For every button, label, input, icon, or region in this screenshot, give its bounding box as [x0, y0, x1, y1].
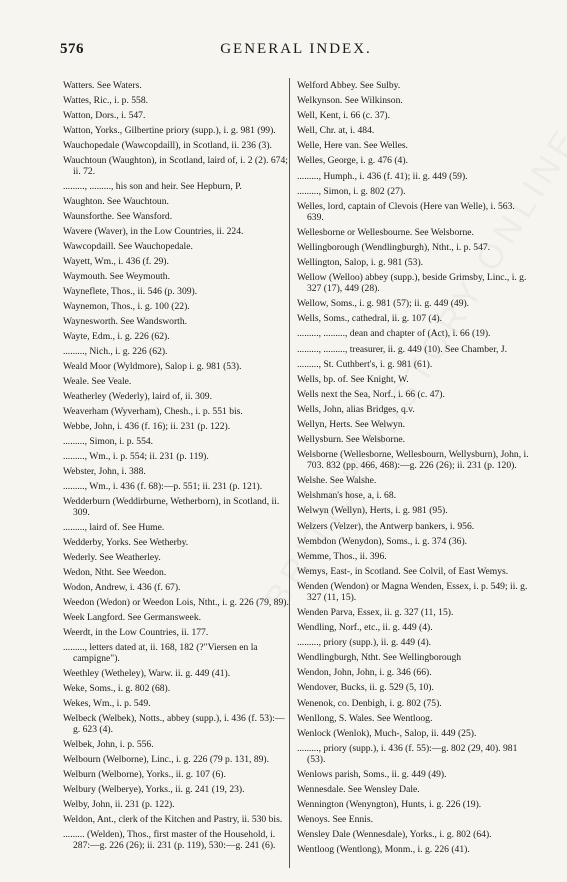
index-entry: Welbourn (Welborne), Linc., i. g. 226 (79 p. 131, 89).	[63, 754, 270, 765]
index-entry: Welbeck (Welbek), Notts., abbey (supp.), i. 436 (f. 53):—g. 623 (4).	[63, 713, 285, 735]
index-entry: Well, Kent, i. 66 (c. 37).	[297, 110, 391, 122]
index-entry: Weedon (Wedon) or Weedon Lois, Ntht., i. g. 226 (79, 89).	[63, 597, 289, 608]
index-entry: Waunsforthe. See Wansford.	[63, 211, 173, 222]
index-entry: Wenenok, co. Denbigh, i. g. 802 (75).	[297, 697, 442, 709]
index-entry: Wekes, Wm., i. p. 549.	[63, 698, 151, 709]
index-entry: Wells, John, alias Bridges, q.v.	[297, 403, 415, 415]
index-entry: Wawcopdaill. See Wauchopedale.	[63, 241, 193, 252]
index-entry: ........., St. Cuthbert's, i. g. 981 (61).	[297, 358, 433, 370]
index-entry: ........., laird of. See Hume.	[63, 522, 165, 533]
index-entry: Wendon, John, John, i. g. 346 (66).	[297, 667, 432, 679]
index-entry: Waynesworth. See Wandsworth.	[63, 316, 188, 327]
index-entry: Welle, Here van. See Welles.	[297, 140, 408, 152]
index-entry: Wells, bp. of. See Knight, W.	[297, 373, 409, 385]
page-title: GENERAL INDEX.	[220, 41, 372, 57]
index-entry: Wellow (Welloo) abbey (supp.), beside Grimsby, Linc., i. g. 327 (17), 449 (28).	[297, 272, 527, 295]
index-entry: Wells next the Sea, Norf., i. 66 (c. 47).	[297, 388, 445, 400]
index-entry: Weethley (Wetheley), Warw. ii. g. 449 (41).	[63, 668, 231, 679]
index-column-right	[297, 80, 531, 860]
index-entry: Watton, Dors., i. 547.	[63, 110, 146, 121]
index-entry: Wellyn, Herts. See Welwyn.	[297, 418, 406, 430]
index-entry: Wembdon (Wenydon), Soms., i. g. 374 (36).	[297, 535, 468, 547]
index-entry: Well, Chr. at, i. 484.	[297, 125, 375, 137]
index-entry: ......... (Welden), Thos., first master of the Household, i. 287:—g. 226 (26); ii. 231 (p. 119), 530:—g. 241 (6).	[63, 829, 276, 851]
index-entry: ........., priory (supp.), ii. g. 449 (4).	[297, 637, 432, 649]
index-entry: Wauchopedale (Wawcopdaill), in Scotland, ii. 236 (3).	[63, 140, 272, 151]
index-entry: Wedderby, Yorks. See Wetherby.	[63, 537, 189, 548]
index-entry: Webster, John, i. 388.	[63, 466, 146, 477]
index-entry: Webbe, John, i. 436 (f. 16); ii. 231 (p. 122).	[63, 421, 231, 432]
index-entry: Watton, Yorks., Gilbertine priory (supp.), i. g. 981 (99).	[63, 125, 276, 136]
index-entry: Wellysburn. See Welsborne.	[297, 434, 406, 446]
index-entry: Welford Abbey. See Sulby.	[297, 80, 401, 91]
index-entry: Wendlingburgh, Ntht. See Wellingborough	[297, 652, 462, 664]
index-entry: Watters. See Waters.	[63, 80, 142, 91]
index-entry: ........., Nich., i. g. 226 (62).	[63, 346, 168, 357]
index-entry: Weldon, Ant., clerk of the Kitchen and Pastry, ii. 530 bis.	[63, 814, 283, 825]
index-entry: Wauchtoun (Waughton), in Scotland, laird of, i. 2 (2). 674; ii. 72.	[63, 155, 288, 177]
index-entry: Wennington (Wenyngton), Hunts, i. g. 226 (19).	[297, 799, 482, 811]
index-entry: Welwyn (Wellyn), Herts, i. g. 981 (95).	[297, 505, 448, 517]
index-entry: Waynemon, Thos., i. g. 100 (22).	[63, 301, 190, 312]
index-entry: Welzers (Velzer), the Antwerp bankers, i. 956.	[297, 520, 475, 532]
index-entry: Wemys, East-, in Scotland. See Colvil, of East Wemys.	[297, 565, 509, 577]
page-number: 576	[60, 41, 84, 57]
index-entry: ........., letters dated at, ii. 168, 182 (?"Viersen en la campigne").	[63, 642, 258, 664]
column-divider	[289, 78, 290, 868]
index-entry: Welshman's hose, a, i. 68.	[297, 490, 397, 502]
index-entry: Wells, Soms., cathedral, ii. g. 107 (4).	[297, 313, 442, 325]
index-entry: ........., Simon, i. p. 554.	[63, 436, 154, 447]
index-entry: Weerdt, in the Low Countries, ii. 177.	[63, 627, 209, 638]
index-entry: ........., Wm., i. 436 (f. 68):—p. 551; ii. 231 (p. 121).	[63, 481, 263, 492]
index-entry: Wellington, Salop, i. g. 981 (53).	[297, 257, 424, 269]
index-entry: Wattes, Ric., i. p. 558.	[63, 95, 149, 106]
index-entry: Wenden (Wendon) or Magna Wenden, Essex, i. p. 549; ii. g. 327 (11, 15).	[297, 580, 528, 603]
index-entry: Wayneflete, Thos., ii. 546 (p. 309).	[63, 286, 198, 297]
index-entry: Waymouth. See Weymouth.	[63, 271, 170, 282]
index-entry: Wayett, Wm., i. 436 (f. 29).	[63, 256, 169, 267]
index-entry: Weke, Soms., i. g. 802 (68).	[63, 683, 171, 694]
index-column-left	[63, 80, 291, 855]
index-entry: Welby, John, ii. 231 (p. 122).	[63, 799, 175, 810]
index-entry: ........., Wm., i. p. 554; ii. 231 (p. 119).	[63, 451, 209, 462]
index-entry: Wederly. See Weatherley.	[63, 552, 161, 563]
index-entry: Wentloog (Wentlong), Monm., i. g. 226 (41).	[297, 844, 470, 856]
index-entry: Welshe. See Walshe.	[297, 475, 377, 487]
index-entry: Welbek, John, i. p. 556.	[63, 739, 154, 750]
index-entry: Welbury (Welberye), Yorks., ii. g. 241 (19, 23).	[63, 784, 245, 795]
index-entry: Wodon, Andrew, i. 436 (f. 67).	[63, 582, 181, 593]
index-entry: Welles, lord, captain of Clevois (Here van Welle), i. 563. 639.	[297, 200, 515, 223]
index-entry: Wendling, Norf., etc., ii. g. 449 (4).	[297, 622, 433, 634]
index-entry: Weald Moor (Wyldmore), Salop i. g. 981 (53).	[63, 361, 242, 372]
index-entry: Weatherley (Wederly), laird of, ii. 309.	[63, 391, 212, 402]
index-entry: Welsborne (Wellesborne, Wellesbourn, Wellysburn), John, i. 703. 832 (pp. 466, 468):—g. 226 (26); ii. 231 (p. 120).	[297, 449, 529, 472]
index-entry: Wennesdale. See Wensley Dale.	[297, 784, 420, 796]
index-entry: ........., Simon, i. g. 802 (27).	[297, 185, 406, 197]
index-entry: Wenllong, S. Wales. See Wentloog.	[297, 712, 433, 724]
index-entry: ........., Humph., i. 436 (f. 41); ii. g. 449 (59).	[297, 170, 468, 182]
index-entry: ........., ........., treasurer, ii. g. 449 (10). See Chamber, J.	[297, 343, 507, 355]
index-entry: Wellingborough (Wendlingburgh), Ntht., i. p. 547.	[297, 241, 491, 253]
index-entry: Wensley Dale (Wennesdale), Yorks., i. g. 802 (64).	[297, 829, 492, 841]
index-entry: Wemme, Thos., ii. 396.	[297, 550, 387, 562]
index-entry: Wenlock (Wenlok), Much-, Salop, ii. 449 (25).	[297, 727, 477, 739]
index-entry: Welles, George, i. g. 476 (4).	[297, 155, 408, 167]
index-entry: Weale. See Veale.	[63, 376, 132, 387]
page-header	[60, 41, 532, 63]
index-entry: Wavere (Waver), in the Low Countries, ii. 224.	[63, 226, 244, 237]
index-entry: Weaverham (Wyverham), Chesh., i. p. 551 bis.	[63, 406, 243, 417]
index-entry: Wenlows parish, Soms., ii. g. 449 (49).	[297, 768, 447, 780]
index-entry: Wenoys. See Ennis.	[297, 814, 373, 826]
index-entry: ........., priory (supp.), i. 436 (f. 55):—g. 802 (29, 40). 981 (53).	[297, 742, 518, 765]
index-entry: Wedon, Ntht. See Weedon.	[63, 567, 167, 578]
index-entry: Week Langford. See Germansweek.	[63, 612, 202, 623]
index-entry: Wedderburn (Weddirburne, Wetherborn), in Scotland, ii. 309.	[63, 496, 280, 518]
index-entry: Wendover, Bucks, ii. g. 529 (5, 10).	[297, 682, 434, 694]
index-entry: ........., ........., dean and chapter of (Act), i. 66 (19).	[297, 328, 491, 340]
index-entry: Waughton. See Wauchtoun.	[63, 196, 169, 207]
index-entry: Wellow, Soms., i. g. 981 (57); ii. g. 449 (49).	[297, 298, 470, 310]
index-entry: Wellesborne or Wellesbourne. See Welsborne.	[297, 226, 474, 238]
index-entry: Welkynson. See Wilkinson.	[297, 95, 403, 107]
index-entry: Wenden Parva, Essex, ii. g. 327 (11, 15).	[297, 607, 454, 618]
index-entry: Welburn (Welborne), Yorks., ii. g. 107 (6).	[63, 769, 226, 780]
index-entry: ........., ........., his son and heir. See Hepburn, P.	[63, 181, 242, 192]
index-entry: Wayte, Edm., i. g. 226 (62).	[63, 331, 170, 342]
